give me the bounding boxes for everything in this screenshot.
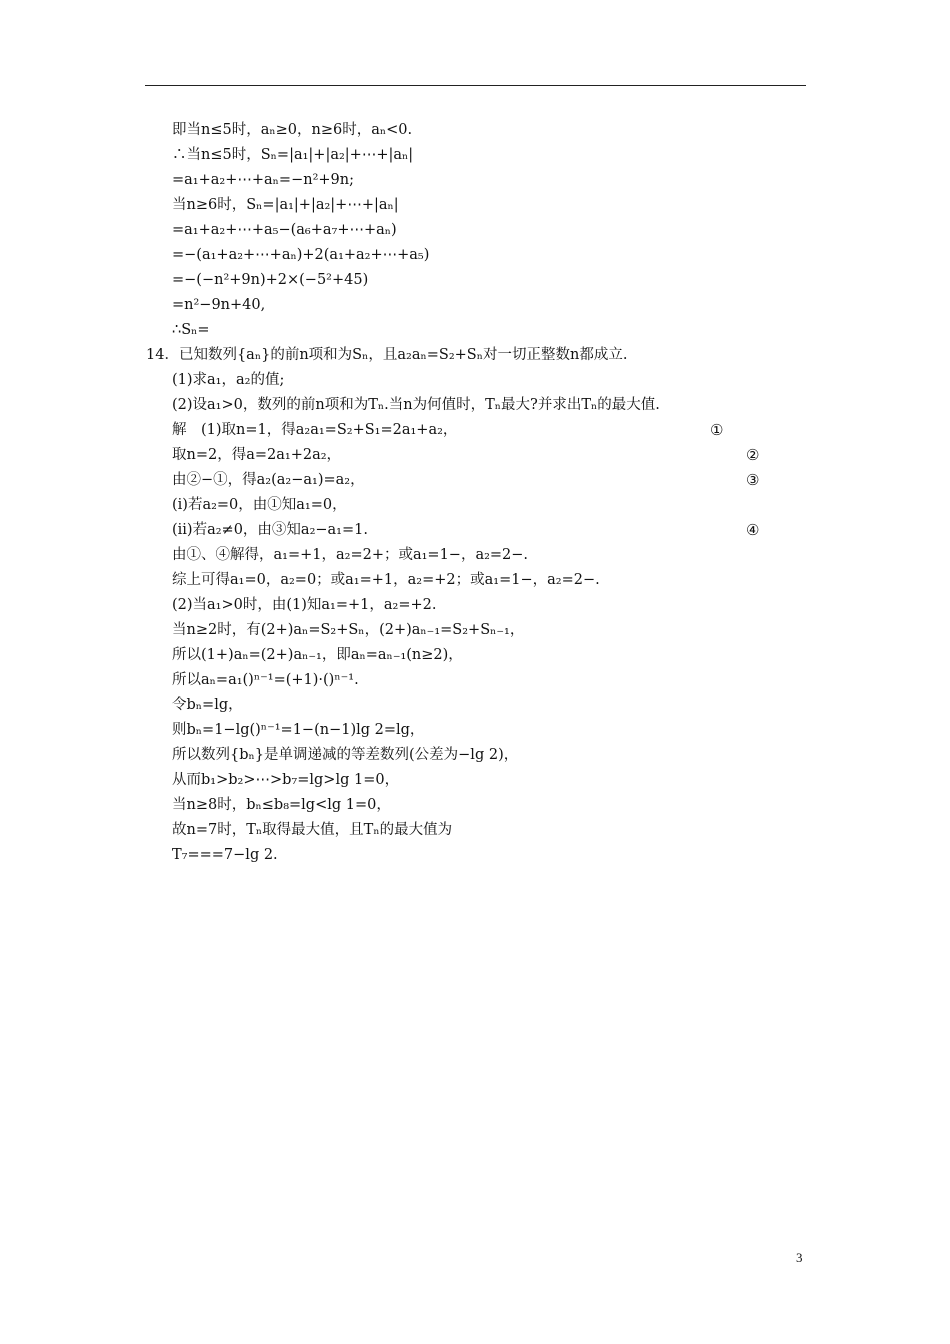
header-rule: [145, 85, 806, 86]
text-line: 令bₙ=lg，: [172, 697, 243, 713]
text-line: 从而b₁>b₂>⋯>b₇=lg>lg 1=0，: [172, 772, 400, 788]
text-line: 所以(1+)aₙ=(2+)aₙ₋₁，即aₙ=aₙ₋₁(n≥2)，: [172, 647, 463, 663]
text-line: 则bₙ=1−lg()ⁿ⁻¹=1−(n−1)lg 2=lg，: [172, 722, 425, 738]
text-line: 即当n≤5时，aₙ≥0，n≥6时，aₙ<0.: [172, 122, 413, 138]
text-line: 所以数列{bₙ}是单调递减的等差数列(公差为−lg 2)，: [172, 747, 519, 763]
text-line: 综上可得a₁=0，a₂=0；或a₁=+1，a₂=+2；或a₁=1−，a₂=2−.: [172, 572, 600, 588]
text-line: 解 (1)取n=1，得a₂a₁=S₂+S₁=2a₁+a₂，: [172, 422, 458, 438]
equation-mark-3: ③: [746, 471, 760, 489]
equation-mark-4: ④: [746, 521, 760, 539]
text-line: =a₁+a₂+⋯+a₅−(a₆+a₇+⋯+aₙ): [172, 222, 397, 238]
text-line: ∴当n≤5时，Sₙ=|a₁|+|a₂|+⋯+|aₙ|: [172, 147, 414, 163]
text-line: T₇===7−lg 2.: [172, 847, 278, 863]
text-line: (ii)若a₂≠0，由③知a₂−a₁=1.: [172, 522, 368, 538]
equation-mark-2: ②: [746, 446, 760, 464]
text-line: (1)求a₁，a₂的值;: [172, 372, 285, 388]
text-line: =a₁+a₂+⋯+aₙ=−n²+9n;: [172, 172, 354, 188]
text-line: (i)若a₂=0，由①知a₁=0，: [172, 497, 347, 513]
text-line: 所以aₙ=a₁()ⁿ⁻¹=(+1)·()ⁿ⁻¹.: [172, 672, 359, 688]
text-line: ∴Sₙ=: [172, 322, 210, 338]
text-line: 由①、④解得，a₁=+1，a₂=2+；或a₁=1−，a₂=2−.: [172, 547, 529, 563]
text-line: =−(−n²+9n)+2×(−5²+45): [172, 272, 369, 288]
text-line: 当n≥6时，Sₙ=|a₁|+|a₂|+⋯+|aₙ|: [172, 197, 399, 213]
text-line: 由②−①，得a₂(a₂−a₁)=a₂，: [172, 472, 365, 488]
text-line: 当n≥8时，bₙ≤b₈=lg<lg 1=0，: [172, 797, 391, 813]
text-line: =n²−9n+40,: [172, 297, 266, 313]
text-line: (2)设a₁>0，数列的前n项和为Tₙ.当n为何值时，Tₙ最大?并求出Tₙ的最大值.: [172, 397, 660, 413]
equation-mark-1: ①: [710, 421, 724, 439]
text-line: 取n=2，得a=2a₁+2a₂，: [172, 447, 342, 463]
text-line: (2)当a₁>0时，由(1)知a₁=+1，a₂=+2.: [172, 597, 437, 613]
text-line: 当n≥2时，有(2+)aₙ=S₂+Sₙ，(2+)aₙ₋₁=S₂+Sₙ₋₁，: [172, 622, 525, 638]
problem-14-statement: 14．已知数列{aₙ}的前n项和为Sₙ，且a₂aₙ=S₂+Sₙ对一切正整数n都成立.: [146, 347, 628, 363]
page-number: 3: [796, 1250, 803, 1265]
text-line: 故n=7时，Tₙ取得最大值，且Tₙ的最大值为: [172, 822, 453, 838]
text-line: =−(a₁+a₂+⋯+aₙ)+2(a₁+a₂+⋯+a₅): [172, 247, 430, 263]
